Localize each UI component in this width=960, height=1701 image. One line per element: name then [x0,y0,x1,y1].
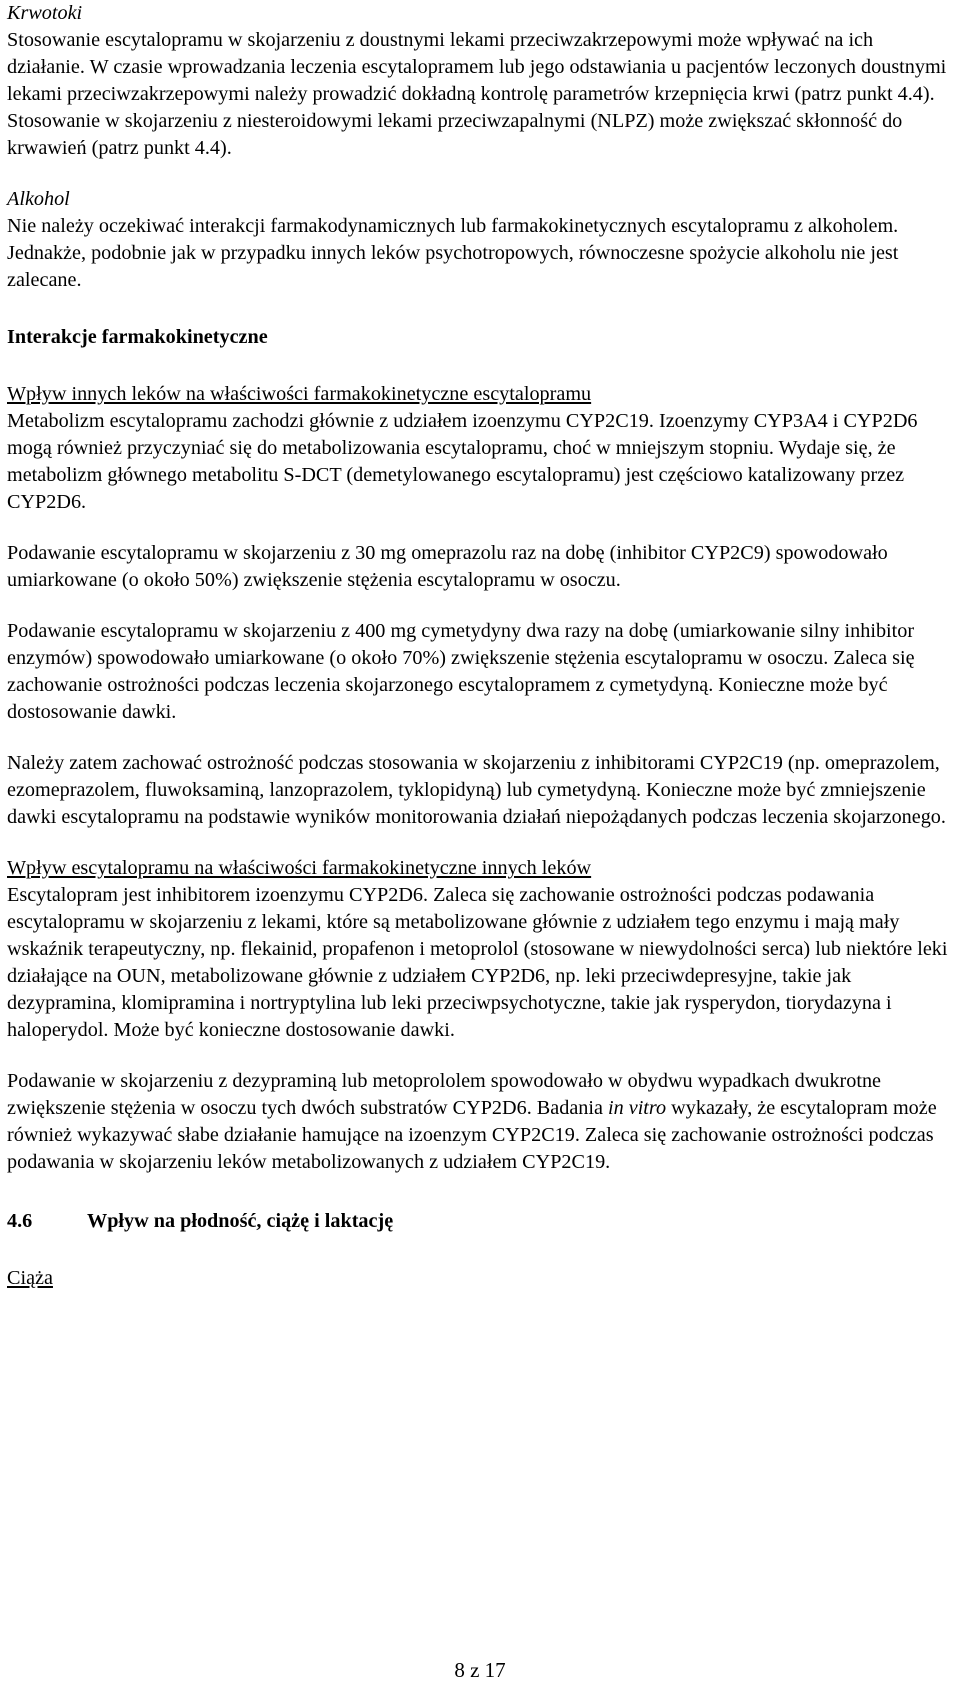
page-number: 8 z 17 [454,1658,506,1682]
paragraph-omeprazol: Podawanie escytalopramu w skojarzeniu z 30 mg omeprazolu raz na dobę (inhibitor CYP2C9) spowodowało umiarkowane (o około 50%) zwiększenie stężenia escytalopramu w osoczu. [7,542,888,591]
subsection-wplyw-innych-lekow [7,381,952,516]
paragraph-inhibitory-cyp2c19: Należy zatem zachować ostrożność podczas stosowania w skojarzeniu z inhibitorami CYP2C19 (np. omeprazolem, ezomeprazolem, fluwoksaminą, lanzoprazolem, tyklopidyną) lub cymetydyną. Konieczne może być zmniejszenie dawki escytalopramu na podstawie wyników monitorowania działań niepożądanych podczas leczenia skojarzonego. [7,752,946,828]
heading-interakcje-farmakokinetyczne: Interakcje farmakokinetyczne [7,326,268,348]
heading-alkohol: Alkohol [7,188,70,210]
section-number: 4.6 [7,1210,33,1232]
paragraph-dezypramina-part2: wykazały, że escytalopram może również wykazywać słabe działanie hamujące na izoenzym CYP2C19. Zaleca się zachowanie ostrożności podczas podawania w skojarzeniu leków metabolizowanych z udziałem CYP2C19. [7,1097,937,1173]
paragraph-dezypramina-part1: Podawanie w skojarzeniu z dezypraminą lub metoprololem spowodowało w obydwu wypadkach dwukrotne zwiększenie stężenia w osoczu tych dwóch substratów CYP2D6. Badania [7,1070,882,1119]
section-krwotoki [7,0,952,162]
paragraph-dezypramina [7,1068,952,1176]
in-vitro-text: in vitro [607,1097,667,1119]
paragraph-metabolizm: Metabolizm escytalopramu zachodzi głównie z udziałem izoenzymu CYP2C19. Izoenzymy CYP3A4 i CYP2D6 mogą również przyczyniać się do metabolizowania escytalopramu, choć w mniejszym stopniu. Wydaje się, że metabolizm głównego metabolitu S-DCT (demetylowanego escytalopramu) jest częściowo katalizowany przez CYP2D6. [7,410,918,513]
subheading-wplyw-escytalopramu: Wpływ escytalopramu na właściwości farmakokinetyczne innych leków [7,857,592,879]
subheading-ciaza: Ciąża [7,1267,53,1289]
section-4-6-heading [7,1208,952,1235]
paragraph-alkohol: Nie należy oczekiwać interakcji farmakodynamicznych lub farmakokinetycznych escytalopramu z alkoholem. Jednakże, podobnie jak w przypadku innych leków psychotropowych, równoczesne spożycie alkoholu nie jest zalecane. [7,215,899,291]
subheading-wplyw-innych-lekow: Wpływ innych leków na właściwości farmakokinetyczne escytalopramu [7,383,592,405]
heading-krwotoki: Krwotoki [7,2,83,24]
document-page [7,0,952,1292]
section-title: Wpływ na płodność, ciążę i laktację [87,1210,394,1232]
paragraph-cymetydyna: Podawanie escytalopramu w skojarzeniu z 400 mg cymetydyny dwa razy na dobę (umiarkowanie silny inhibitor enzymów) spowodowało umiarkowane (o około 70%) zwiększenie stężenia escytalopramu w osoczu. Zaleca się zachowanie ostrożności podczas leczenia skojarzonego escytalopramem z cymetydyną. Konieczne może być dostosowanie dawki. [7,620,915,723]
paragraph-krwotoki: Stosowanie escytalopramu w skojarzeniu z doustnymi lekami przeciwzakrzepowymi może wpływać na ich działanie. W czasie wprowadzania leczenia escytalopramem lub jego odstawiania u pacjentów leczonych doustnymi lekami przeciwzakrzepowymi należy prowadzić dokładną kontrolę parametrów krzepnięcia krwi (patrz punkt 4.4). Stosowanie w skojarzeniu z niesteroidowymi lekami przeciwzapalnymi (NLPZ) może zwiększać skłonność do krwawień (patrz punkt 4.4). [7,29,947,159]
paragraph-cyp2d6: Escytalopram jest inhibitorem izoenzymu CYP2D6. Zaleca się zachowanie ostrożności podczas podawania escytalopramu w skojarzeniu z lekami, które są metabolizowane głównie z udziałem tego enzymu i mają mały wskaźnik terapeutyczny, np. flekainid, propafenon i metoprolol (stosowane w niewydolności serca) lub niektóre leki działające na OUN, metabolizowane głównie z udziałem CYP2D6, np. leki przeciwdepresyjne, takie jak dezypramina, klomipramina i nortryptylina lub leki przeciwpsychotyczne, takie jak rysperydon, tiorydazyna i haloperydol. Może być konieczne dostosowanie dawki. [7,884,948,1041]
subsection-wplyw-escytalopramu [7,855,952,1044]
section-alkohol [7,186,952,294]
